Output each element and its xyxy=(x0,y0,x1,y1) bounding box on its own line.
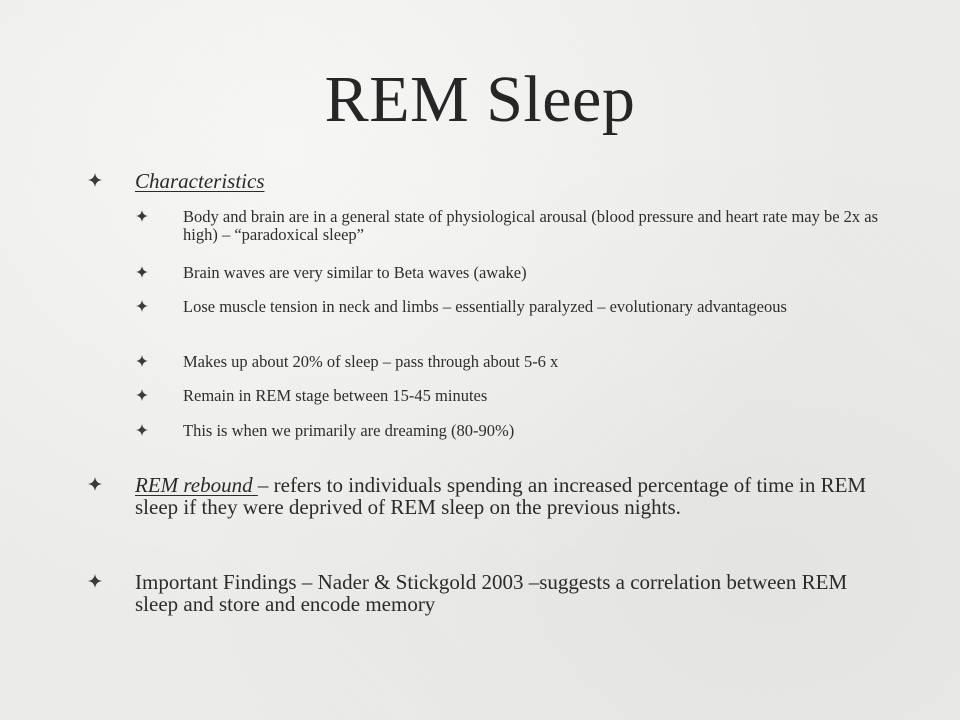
four-petal-star-bullet-icon xyxy=(136,266,148,278)
four-petal-star-bullet-icon xyxy=(88,574,102,588)
characteristics-item-text: Remain in REM stage between 15-45 minutes xyxy=(183,386,488,405)
four-petal-star-bullet-icon xyxy=(88,477,102,491)
characteristics-item xyxy=(136,298,903,316)
characteristics-item-text: Makes up about 20% of sleep – pass through about 5-6 x xyxy=(183,352,559,371)
characteristics-item xyxy=(136,353,903,371)
slide-title: REM Sleep xyxy=(324,63,636,136)
characteristics-item xyxy=(136,264,903,282)
characteristics-item-text: Lose muscle tension in neck and limbs – essentially paralyzed – evolutionary advantageous xyxy=(183,297,787,316)
characteristics-item xyxy=(136,387,903,405)
four-petal-star-bullet-icon xyxy=(136,355,148,367)
rem-rebound-text: – refers to individuals spending an increased percentage of time in REM sleep if they were deprived of REM sleep on the previous nights. xyxy=(135,473,867,519)
four-petal-star-bullet-icon xyxy=(136,300,148,312)
findings-text: Important Findings – Nader & Stickgold 2003 –suggests a correlation between REM sleep and store and encode memory xyxy=(135,570,848,616)
characteristics-item xyxy=(136,208,903,244)
characteristics-heading: Characteristics xyxy=(135,169,265,193)
bullet-rem-rebound xyxy=(88,474,895,518)
characteristics-item-text: This is when we primarily are dreaming (80-90%) xyxy=(183,421,515,440)
four-petal-star-bullet-icon xyxy=(136,424,148,436)
four-petal-star-bullet-icon xyxy=(136,389,148,401)
characteristics-item-text: Body and brain are in a general state of physiological arousal (blood pressure and heart rate may be 2x as high) – “paradoxical sleep” xyxy=(183,207,879,244)
four-petal-star-bullet-icon xyxy=(136,210,148,222)
bullet-characteristics xyxy=(88,170,895,192)
rem-rebound-term: REM rebound xyxy=(135,473,258,497)
characteristics-item xyxy=(136,422,903,440)
characteristics-item-text: Brain waves are very similar to Beta waves (awake) xyxy=(183,263,527,282)
bullet-important-findings xyxy=(88,571,895,615)
four-petal-star-bullet-icon xyxy=(88,173,102,187)
